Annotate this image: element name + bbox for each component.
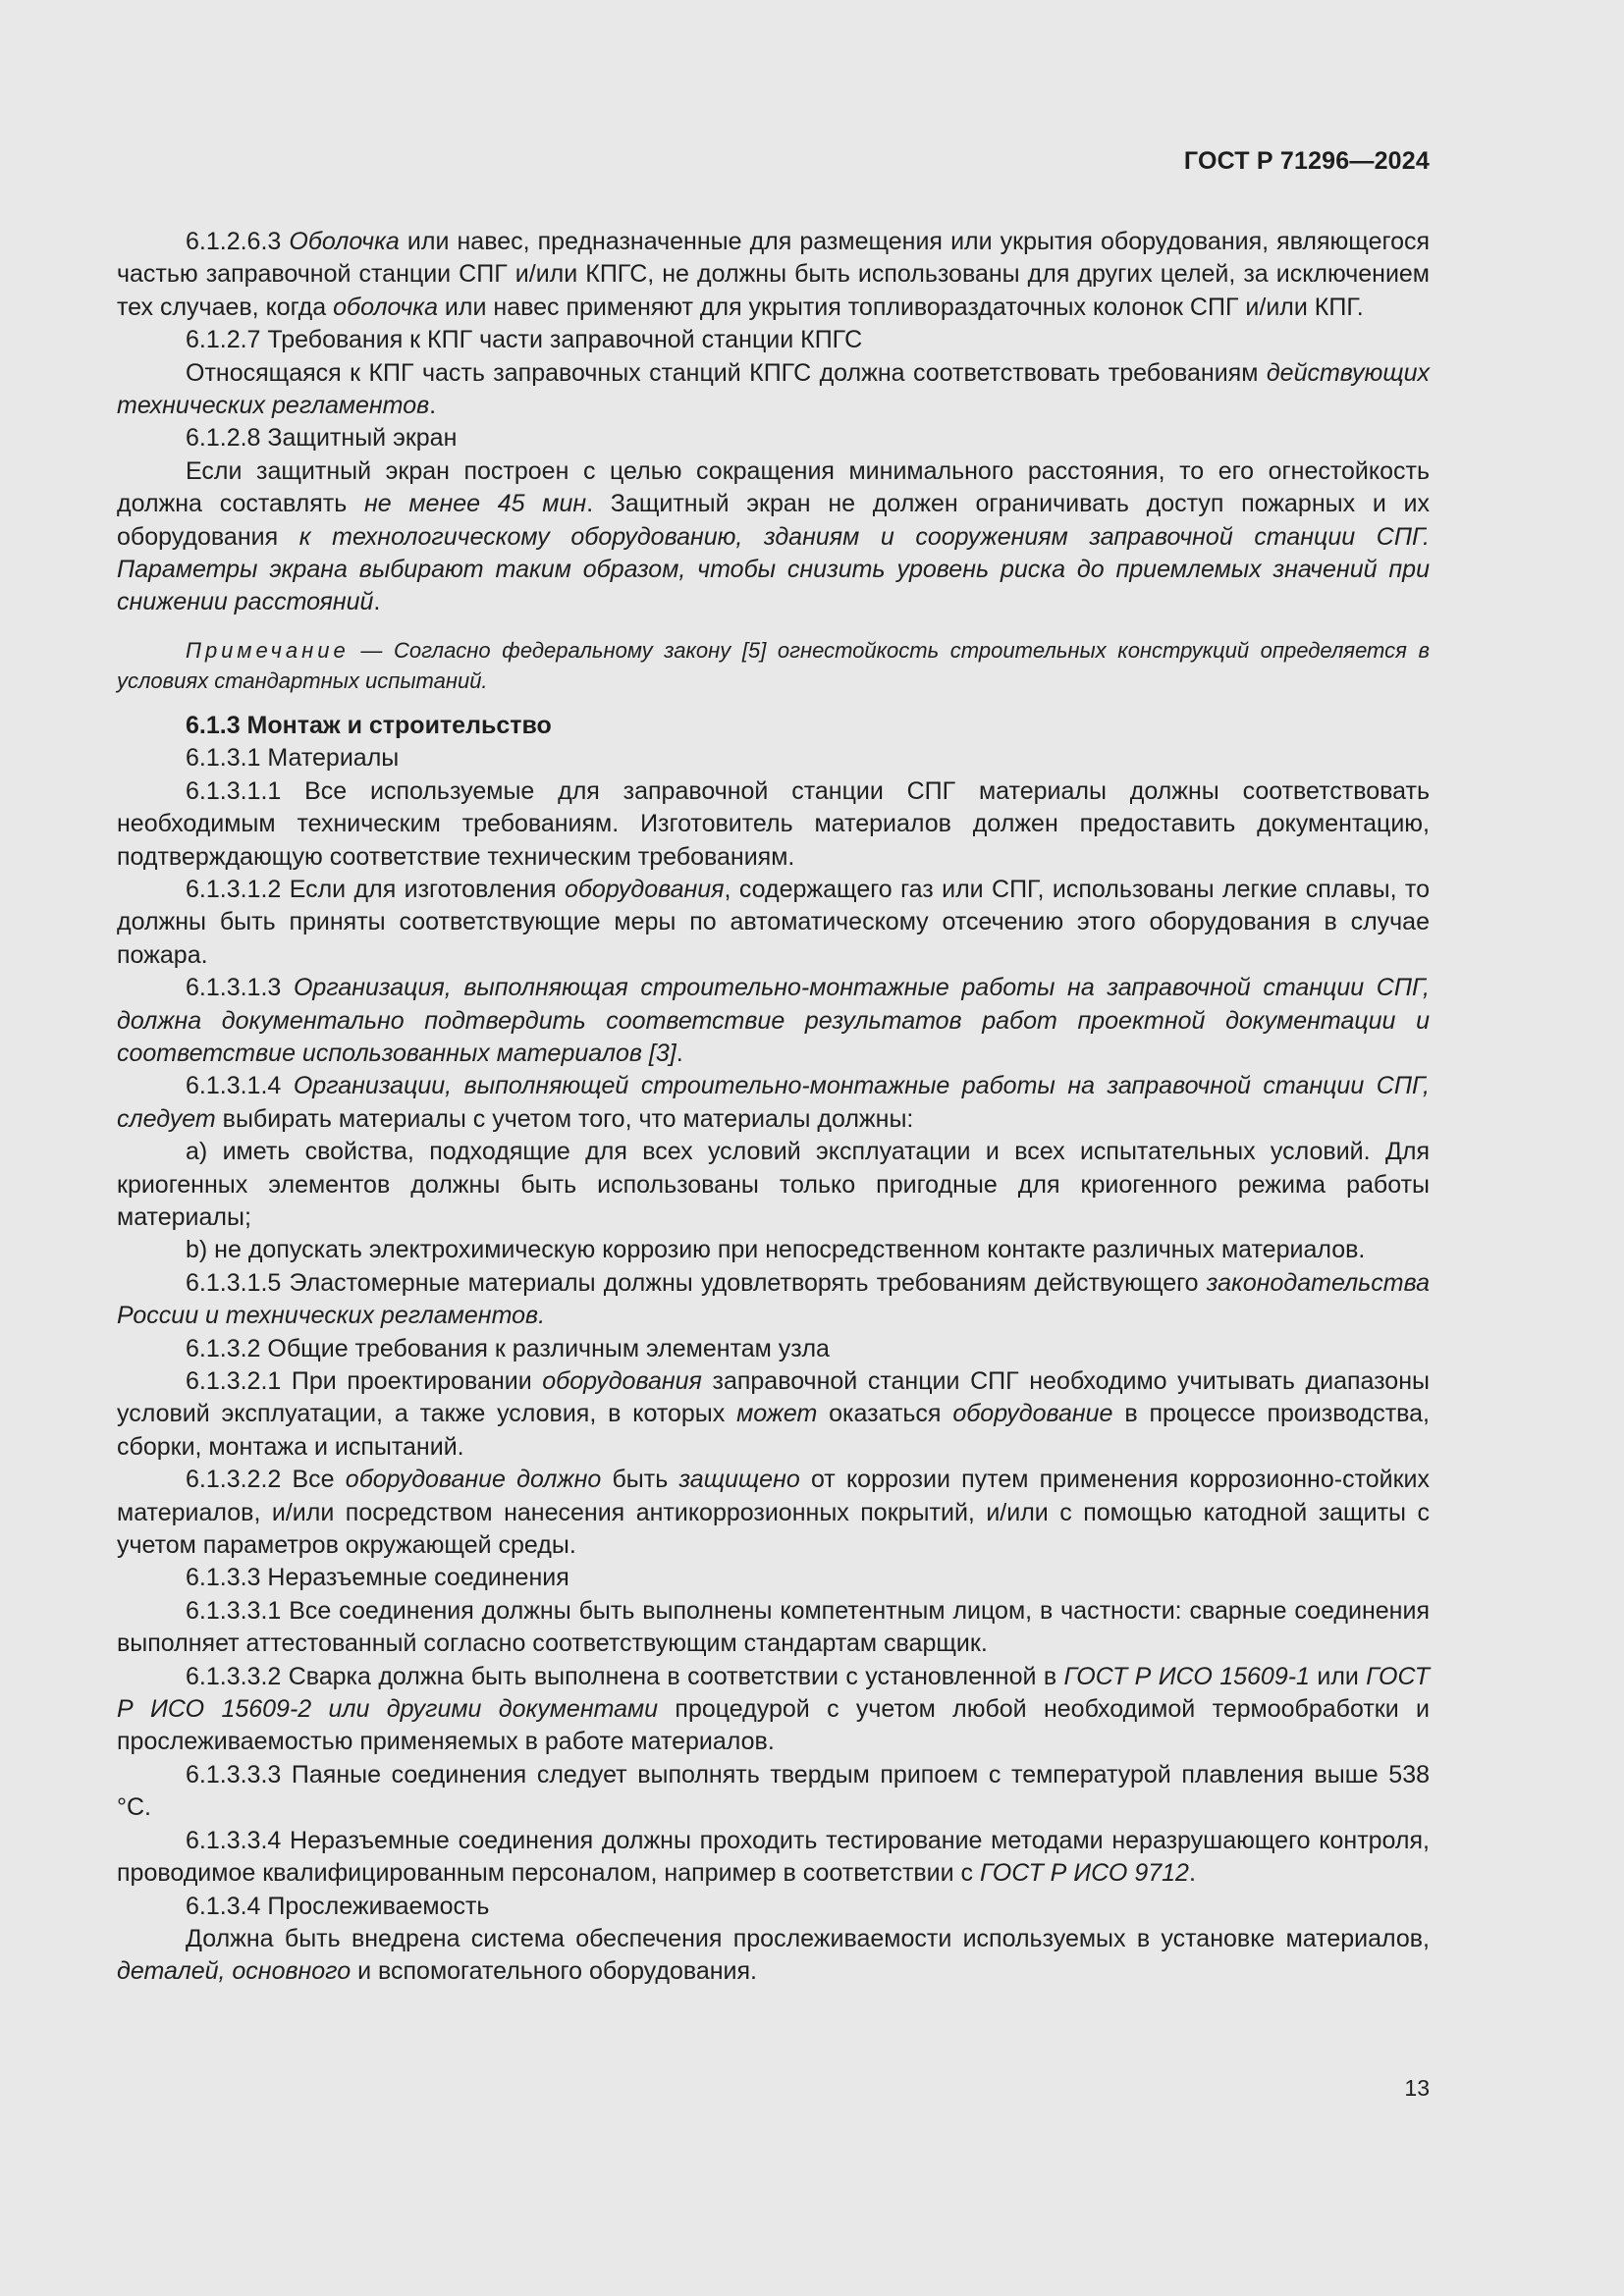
text-run: 6.1.3.2.1 При проектировании [186, 1367, 543, 1395]
page-number: 13 [1404, 2075, 1430, 2101]
text-run: процедурой с учетом любой необходимой термообработки и прослеживаемостью применяемых в работе материалов. [117, 1695, 1430, 1756]
standard-header: ГОСТ Р 71296—2024 [1183, 147, 1430, 175]
text-run: в процессе производства, сборки, монтажа и испытаний. [117, 1400, 1430, 1461]
italic-text: Организация, выполняющая строительно-монтажные работы на заправочной станции СПГ, должна документально подтвердить соответствие результатов работ проектной документации и соответствие использованных материалов [3] [117, 974, 1431, 1067]
text-run: оказаться [817, 1400, 953, 1428]
body-paragraph [117, 1562, 1430, 1594]
italic-text: ГОСТ Р ИСО 9712 [980, 1859, 1189, 1888]
body-paragraph [117, 1595, 1430, 1661]
body-paragraph [117, 1759, 1430, 1825]
body-paragraph [117, 357, 1430, 423]
body-paragraph [117, 775, 1430, 874]
italic-text: законодательства России и технических регламентов. [117, 1268, 1430, 1330]
document-body [117, 226, 1430, 1989]
text-run: 6.1.3.1.1 Все используемые для заправочной станции СПГ материалы должны соответствовать необходимым техническим требованиям. Изготовитель материалов должен предоставить документацию, подтверждающую соответствие техническим требованиям. [117, 776, 1430, 871]
text-run: 6.1.3.4 Прослеживаемость [186, 1892, 490, 1920]
body-paragraph [117, 455, 1430, 619]
text-run: Должна быть внедрена система обеспечения прослеживаемости используемых в установке материалов, [186, 1924, 1430, 1952]
text-run: 6.1.3.2 Общие требования к различным элементам узла [186, 1334, 830, 1362]
body-paragraph [117, 742, 1430, 774]
body-paragraph [117, 324, 1430, 356]
text-run: или навес, предназначенные для размещения или укрытия оборудования, являющегося частью заправочной станции СПГ и/или КПГС, не должны быть использованы для других целей, за исключением тех случаев, когда [117, 228, 1431, 321]
body-paragraph [117, 1070, 1430, 1136]
text-run: выбирать материалы с учетом того, что материалы должны: [215, 1104, 914, 1133]
text-run: 6.1.2.6.3 [186, 228, 290, 255]
text-run: 6.1.3.3.3 Паяные соединения следует выполнять твердым припоем с температурой плавления выше 538 °С. [117, 1760, 1430, 1822]
note-paragraph [117, 635, 1430, 696]
text-run: 6.1.2.7 Требования к КПГ части заправочной станции КПГС [186, 326, 863, 354]
text-run: Относящаяся к КПГ часть заправочных станций КПГС должна соответствовать требованиям [186, 358, 1267, 387]
italic-text: Оболочка [289, 228, 400, 255]
text-run: . [676, 1039, 683, 1067]
text-run: 6.1.3 Монтаж и строительство [186, 711, 552, 739]
section-heading [117, 710, 1430, 742]
text-run: . [429, 392, 437, 420]
text-run: 6.1.3.3.1 Все соединения должны быть выполнены компетентным лицом, в частности: сварные соединения выполняет аттестованный согласно соответствующим стандартам сварщик. [117, 1596, 1430, 1658]
italic-text: защищено [678, 1466, 800, 1494]
text-run: 6.1.3.2.2 Все [186, 1466, 346, 1494]
text-run: или [1309, 1662, 1367, 1690]
text-run: 6.1.3.1.3 [186, 974, 294, 1002]
text-run: b) не допускать электрохимическую коррозию при непосредственном контакте различных материалов. [186, 1236, 1366, 1264]
text-run: 6.1.3.3.2 Сварка должна быть выполнена в соответствии с установленной в [186, 1662, 1064, 1690]
body-paragraph [117, 1891, 1430, 1923]
text-run: или навес применяют для укрытия топливораздаточных колонок СПГ и/или КПГ. [437, 293, 1364, 321]
text-run: , содержащего газ или СПГ, использованы легкие сплавы, то должны быть приняты соответствующие меры по автоматическому отсечению этого оборудования в случае пожара. [117, 875, 1430, 969]
body-paragraph [117, 1267, 1430, 1333]
text-run: 6.1.3.1.5 Эластомерные материалы должны удовлетворять требованиям действующего [186, 1268, 1207, 1297]
italic-text: Организации, выполняющей строительно-монтажные работы на заправочной станции СПГ, следует [117, 1072, 1430, 1133]
italic-text: не менее 45 мин [364, 490, 587, 518]
text-run: 6.1.3.1.4 [186, 1072, 294, 1100]
text-run: и вспомогательного оборудования. [351, 1957, 758, 1986]
italic-text: действующих технических регламентов [117, 358, 1430, 420]
text-run: быть [601, 1466, 679, 1494]
text-run: . Защитный экран не должен ограничивать доступ пожарных и их оборудования [117, 490, 1431, 551]
body-paragraph [117, 1825, 1430, 1891]
body-paragraph [117, 1136, 1430, 1234]
text-run: 6.1.3.1 Материалы [186, 744, 400, 773]
note-label: Примечание [186, 637, 350, 663]
text-run: 6.1.3.1.2 Если для изготовления [186, 875, 565, 903]
text-run: . [373, 588, 381, 616]
italic-text: деталей, основного [117, 1957, 352, 1986]
body-paragraph [117, 226, 1430, 324]
body-paragraph [117, 422, 1430, 454]
italic-text: к технологическому оборудованию, зданиям и сооружениям заправочной станции СПГ. Параметры экрана выбирают таким образом, чтобы снизить уровень риска до приемлемых значений при снижении расстояний [117, 522, 1430, 616]
text-run: заправочной станции СПГ необходимо учитывать диапазоны условий эксплуатации, а также условия, в которых [117, 1367, 1430, 1428]
text-run: Если защитный экран построен с целью сокращения минимального расстояния, то его огнестойкость должна составлять [117, 456, 1430, 518]
text-run: 6.1.3.3.4 Неразъемные соединения должны проходить тестирование методами неразрушающего контроля, проводимое квалифицированным персоналом, например в соответствии с [117, 1826, 1430, 1888]
italic-text: ГОСТ Р ИСО 15609-1 [1063, 1662, 1310, 1690]
italic-text: оборудования [564, 875, 725, 903]
italic-text: оборудования [542, 1367, 702, 1395]
italic-text: может [736, 1400, 818, 1428]
body-paragraph [117, 1365, 1430, 1464]
body-paragraph [117, 1333, 1430, 1365]
text-run: 6.1.3.3 Неразъемные соединения [186, 1564, 569, 1592]
text-run: . [1188, 1859, 1196, 1888]
body-paragraph [117, 1464, 1430, 1562]
note-text: — Согласно федеральному закону [5] огнестойкость строительных конструкций определяется в условиях стандартных испытаний. [117, 637, 1430, 693]
italic-text: оболочка [333, 293, 438, 321]
text-run: 6.1.2.8 Защитный экран [186, 424, 458, 453]
italic-text: оборудование [952, 1400, 1113, 1428]
body-paragraph [117, 1234, 1430, 1266]
body-paragraph [117, 874, 1430, 972]
body-paragraph [117, 1923, 1430, 1989]
italic-text: оборудование должно [345, 1466, 602, 1494]
text-run: a) иметь свойства, подходящие для всех условий эксплуатации и всех испытательных условий. Для криогенных элементов должны быть использованы только пригодные для криогенного режима работы материалы; [117, 1138, 1430, 1231]
text-run: от коррозии путем применения коррозионно-стойких материалов, и/или посредством нанесения антикоррозионных покрытий, и/или с помощью катодной защиты с учетом параметров окружающей среды. [117, 1466, 1431, 1560]
body-paragraph [117, 972, 1430, 1070]
body-paragraph [117, 1661, 1430, 1759]
italic-text: ГОСТ Р ИСО 15609-2 или другими документами [117, 1662, 1430, 1724]
